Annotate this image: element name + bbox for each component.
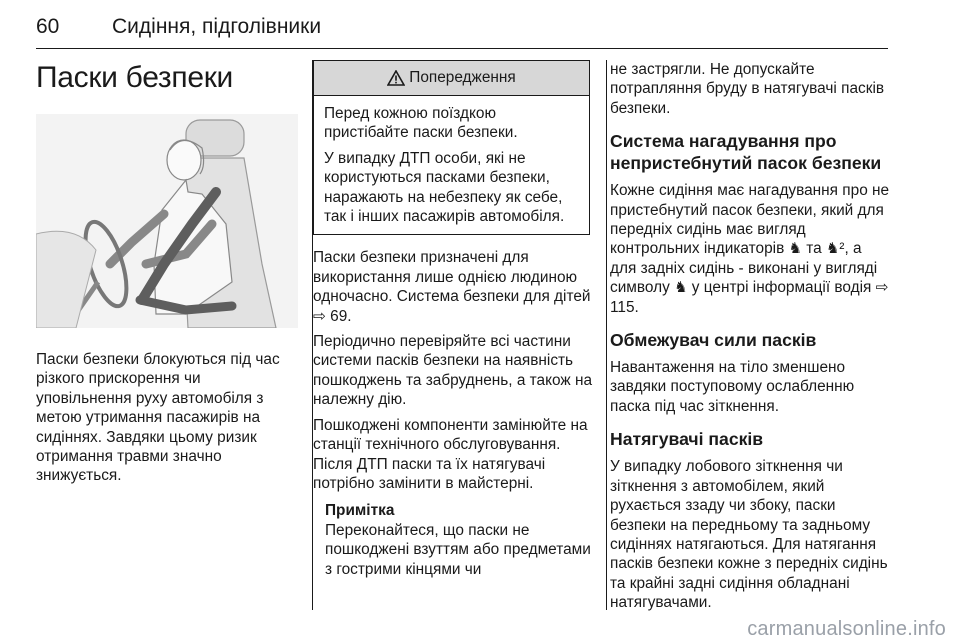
warning-body [314, 96, 589, 234]
warning-header [314, 61, 589, 96]
column-divider-2 [606, 60, 607, 610]
warning-paragraph-1: Перед кожною поїздкою пристібайте паски безпеки. [324, 105, 518, 142]
heading-seatbelt-reminder: Система нагадування про непристебнутий пасок безпеки [610, 131, 882, 174]
note-text: Переконайтеся, що паски не пошкоджені взуттям або предметами з гострими кінцями чи [325, 521, 591, 578]
note-block [313, 501, 593, 579]
heading-force-limiter: Обмежувач сили пасків [610, 330, 817, 351]
left-column [36, 60, 298, 486]
header-divider [36, 48, 888, 49]
reminder-text-and: та [806, 240, 822, 258]
illustration-caption: Паски безпеки блокуються під час різкого прискорення чи уповільнення руху автомобіля з метою утримання пасажирів на сидіннях. Завдяки цьому ризик отримання травми значно знижується. [36, 351, 280, 485]
continuation-text: не застрягли. Не допускайте потрапляння бруду в натягувачі пасків безпеки. [610, 61, 885, 117]
warning-triangle-icon [387, 70, 405, 86]
page-number: 60 [36, 15, 60, 38]
force-limiter-paragraph: Навантаження на тіло зменшено завдяки поступовому ослабленню паска під час зіткнення. [610, 359, 855, 415]
seatbelt-driver-image [36, 114, 298, 328]
running-title: Сидіння, підголівники [112, 15, 322, 38]
warning-paragraph-2: У випадку ДТП особи, які не користуються пасками безпеки, наражають на небезпеку як себе, так і інших пасажирів автомобіля. [324, 149, 565, 226]
middle-text [313, 248, 593, 579]
seatbelt-indicator-icon: ♞ [788, 240, 802, 258]
right-column [610, 60, 890, 613]
middle-paragraph-2: Періодично перевіряйте всі частини системи пасків безпеки на наявність пошкоджень та забруднень, а також на належну дію. [313, 333, 593, 409]
pretensioners-paragraph: У випадку лобового зіткнення чи зіткнення з автомобілем, який рухається ззаду чи збоку, паски безпеки на передньому та задньому сидіннях натягаються. Для натягання пасків безпеки кожне з передніх сидінь та крайні задні сидіння обладнані натягувачами. [610, 458, 888, 612]
seatbelt-illustration [36, 114, 298, 328]
middle-paragraph-1: Паски безпеки призначені для використання лише однією людиною одночасно. Система безпеки для дітей ⇨ 69. [313, 249, 591, 325]
middle-paragraph-3: Пошкоджені компоненти замінюйте на станції технічного обслуговування. Після ДТП паски та їх натягувачі потрібно замінити в майстерні. [313, 416, 588, 492]
seatbelt-indicator-2-icon: ♞² [825, 240, 845, 258]
reminder-text-3: у центрі інформації водія ⇨ 115. [610, 279, 889, 316]
seatbelt-symbol-icon: ♞ [674, 279, 688, 297]
note-title: Примітка [325, 502, 395, 520]
warning-title: Попередження [409, 69, 516, 86]
middle-column [313, 60, 593, 579]
section-title: Паски безпеки [36, 61, 234, 94]
heading-pretensioners: Натягувачі пасків [610, 429, 764, 450]
reminder-paragraph [610, 181, 890, 317]
watermark: carmanualsonline.info [747, 618, 946, 640]
page-header [36, 14, 888, 50]
reminder-text-1: Кожне сидіння має нагадування про не пристебнутий пасок безпеки, який для передніх сидінь має вигляд контрольних індикаторів [610, 182, 890, 258]
warning-box [313, 60, 590, 235]
reminder-text-2: , а для задніх сидінь - виконані у вигляді символу [610, 240, 878, 297]
